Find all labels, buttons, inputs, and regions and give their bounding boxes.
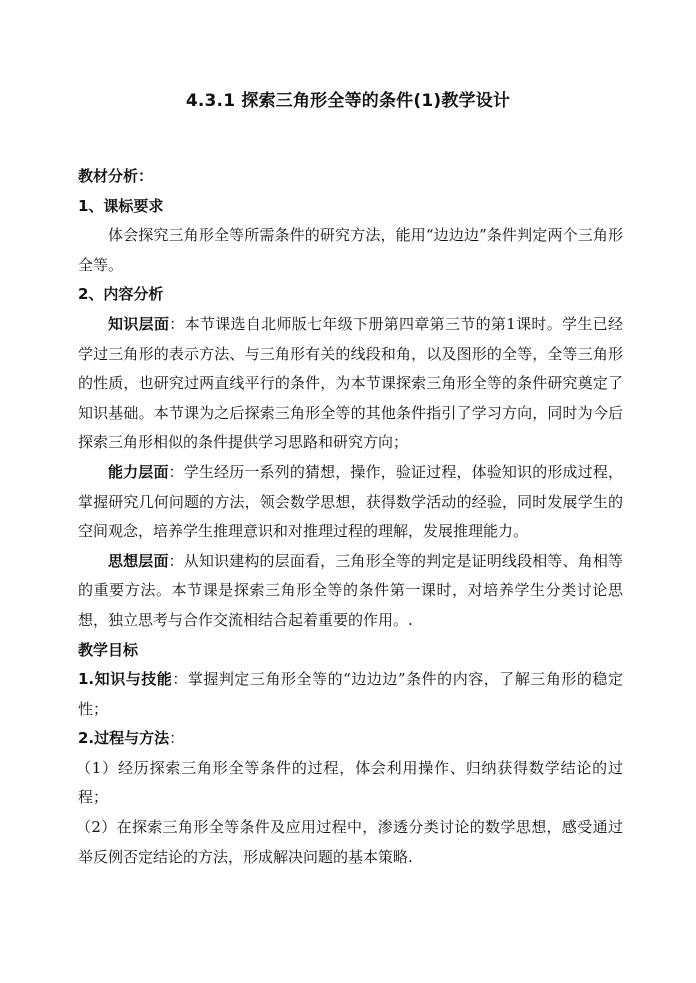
goal-knowledge-skills-label: 1.知识与技能: [78, 670, 173, 689]
subheading-content-analysis: 2、内容分析: [78, 285, 164, 304]
section-heading-material-analysis: 教材分析：: [78, 167, 154, 185]
knowledge-level-text: ：本节课选自北师版七年级下册第四章第三节的第1课时。学生已经学过三角形的表示方法、与三角形有关的线段和角，以及图形的全等，全等三角形的性质，也研究过两直线平行的条件，为本节课探索三角形全等的条件研究奠定了知识基础。本节课为之后探索三角形全等的其他条件指引了学习方向，同时为今后探索三角形相似的条件提供学习思路和研究方向；: [78, 314, 623, 452]
goal-process-methods: [78, 724, 623, 754]
section-heading-teaching-goals: 教学目标: [78, 640, 139, 659]
goal-process-methods-label: 2.过程与方法: [78, 729, 170, 748]
document-title: 4.3.1 探索三角形全等的条件(1)教学设计: [185, 91, 511, 111]
subheading-curriculum-requirement: 1、课标要求: [78, 196, 164, 215]
thought-level-text: ：从知识建构的层面看，三角形全等的判定是证明线段相等、角相等的重要方法。本节课是探索三角形全等的条件第一课时，对培养学生分类讨论思想，独立思考与合作交流相结合起着重要的作用。.: [78, 551, 623, 629]
process-item-1: （1）经历探索三角形全等条件的过程，体会利用操作、归纳获得数学结论的过程；: [76, 758, 623, 807]
curriculum-requirement-text: 体会探究三角形全等所需条件的研究方法，能用“边边边”条件判定两个三角形全等。: [78, 226, 623, 274]
document-body: [78, 162, 623, 872]
thought-level-label: 思想层面: [108, 551, 169, 570]
knowledge-level-paragraph: [78, 310, 623, 458]
ability-level-paragraph: [78, 458, 623, 547]
thought-level-paragraph: [78, 547, 623, 636]
process-item-2: （2）在探索三角形全等条件及应用过程中，渗透分类讨论的数学思想，感受通过举反例否定结论的方法，形成解决问题的基本策略.: [76, 818, 623, 866]
ability-level-text: ：学生经历一系列的猜想，操作，验证过程，体验知识的形成过程，掌握研究几何问题的方法，领会数学思想，获得数学活动的经验，同时发展学生的空间观念，培养学生推理意识和对推理过程的理解，发展推理能力。: [78, 462, 623, 541]
knowledge-level-label: 知识层面: [108, 314, 170, 333]
ability-level-label: 能力层面: [108, 462, 169, 481]
goal-knowledge-skills-text: ：掌握判定三角形全等的“边边边”条件的内容，了解三角形的稳定性；: [78, 670, 623, 718]
goal-process-methods-colon: ：: [169, 729, 185, 748]
goal-knowledge-skills: [78, 665, 623, 724]
